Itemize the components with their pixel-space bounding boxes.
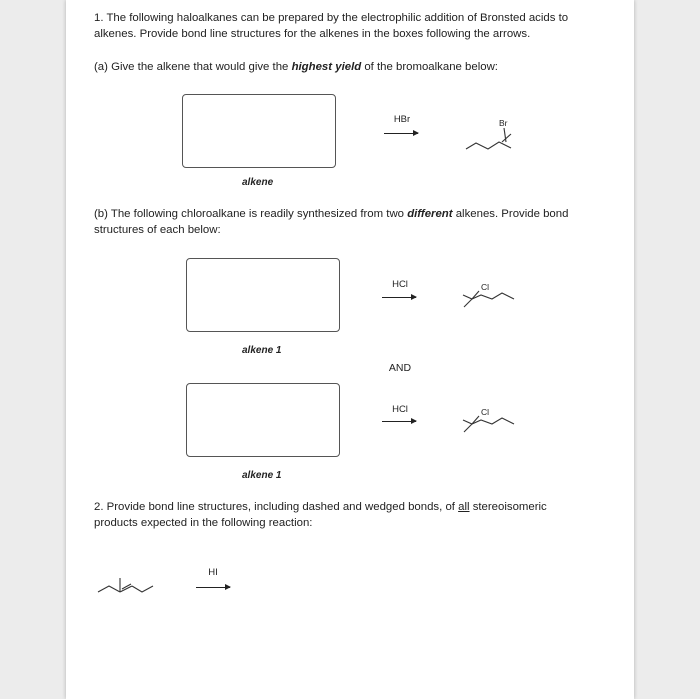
q1a-carbon-chain bbox=[466, 142, 511, 149]
q1b-prompt bbox=[94, 207, 624, 238]
q1b-chloroalkane-structure-1 bbox=[462, 283, 522, 313]
q1b-chloroalkane-structure-2 bbox=[462, 408, 522, 438]
q1b-reaction-arrow-2 bbox=[382, 421, 416, 422]
q1a-bromoalkane-structure bbox=[462, 116, 532, 156]
q1a-halogen-label: Br bbox=[499, 118, 508, 128]
q1b-reagent-2: HCl bbox=[392, 404, 408, 415]
q1b-carbon-chain-2 bbox=[463, 418, 514, 424]
q1b-halogen-label-1: Cl bbox=[481, 282, 490, 292]
q1a-reagent: HBr bbox=[393, 114, 411, 125]
q1b-carbon-chain-1 bbox=[463, 293, 514, 299]
q2-reaction-arrow bbox=[196, 587, 230, 588]
q1b-prompt-text: (b) The following chloroalkane is readily synthesized from two bbox=[94, 208, 408, 220]
q1b-box-2-label: alkene 1 bbox=[242, 470, 282, 481]
q1a-emphasis: highest yield bbox=[291, 61, 362, 73]
q2-prompt-text-end: stereoisomeric bbox=[469, 501, 547, 513]
q1a-answer-box[interactable] bbox=[182, 94, 336, 168]
q1b-reagent-1: HCl bbox=[392, 279, 408, 290]
q2-chain-left bbox=[98, 586, 120, 592]
q1a-prompt-text-end: of the bromoalkane below: bbox=[361, 61, 498, 73]
q2-prompt-line2: products expected in the following reaction: bbox=[94, 516, 313, 529]
q1a-methyl-branch bbox=[502, 134, 511, 142]
q2-prompt-text: 2. Provide bond line structures, including dashed and wedged bonds, of bbox=[94, 501, 459, 513]
q1a-box-label: alkene bbox=[242, 177, 274, 188]
worksheet-page bbox=[66, 0, 634, 699]
q1-prompt-line1: 1. The following haloalkanes can be prepared by the electrophilic addition of Bronsted acids to bbox=[94, 12, 569, 24]
q1b-prompt-line2: structures of each below: bbox=[94, 223, 221, 236]
q1b-answer-box-2[interactable] bbox=[186, 383, 340, 457]
q1b-halogen-label-2: Cl bbox=[481, 407, 490, 417]
q2-emphasis: all bbox=[458, 501, 470, 513]
q1b-emphasis: different bbox=[407, 208, 453, 220]
q2-reagent: HI bbox=[208, 567, 218, 578]
q2-chain-right bbox=[132, 586, 153, 592]
q2-starting-alkene-structure bbox=[96, 568, 176, 602]
q2-prompt bbox=[94, 500, 614, 531]
q1a-reaction-arrow bbox=[384, 133, 418, 134]
q2-prompt-line1 bbox=[94, 500, 614, 516]
q1b-answer-box-1[interactable] bbox=[186, 258, 340, 332]
q1a-prompt-text: (a) Give the alkene that would give the bbox=[94, 61, 292, 73]
q1b-prompt-text-end: alkenes. Provide bond bbox=[452, 208, 569, 220]
q1-prompt bbox=[94, 11, 624, 42]
q1a-prompt bbox=[94, 60, 624, 76]
q1b-box-1-label: alkene 1 bbox=[242, 345, 282, 356]
q1b-methyl-branch-2 bbox=[464, 424, 472, 432]
q1b-reaction-arrow-1 bbox=[382, 297, 416, 298]
q1b-conjunction: AND bbox=[388, 362, 412, 374]
q1b-prompt-line1 bbox=[94, 207, 624, 223]
q1b-methyl-branch-1 bbox=[464, 299, 472, 307]
q1-prompt-line2: alkenes. Provide bond line structures for the alkenes in the boxes following the arrows. bbox=[94, 27, 531, 40]
